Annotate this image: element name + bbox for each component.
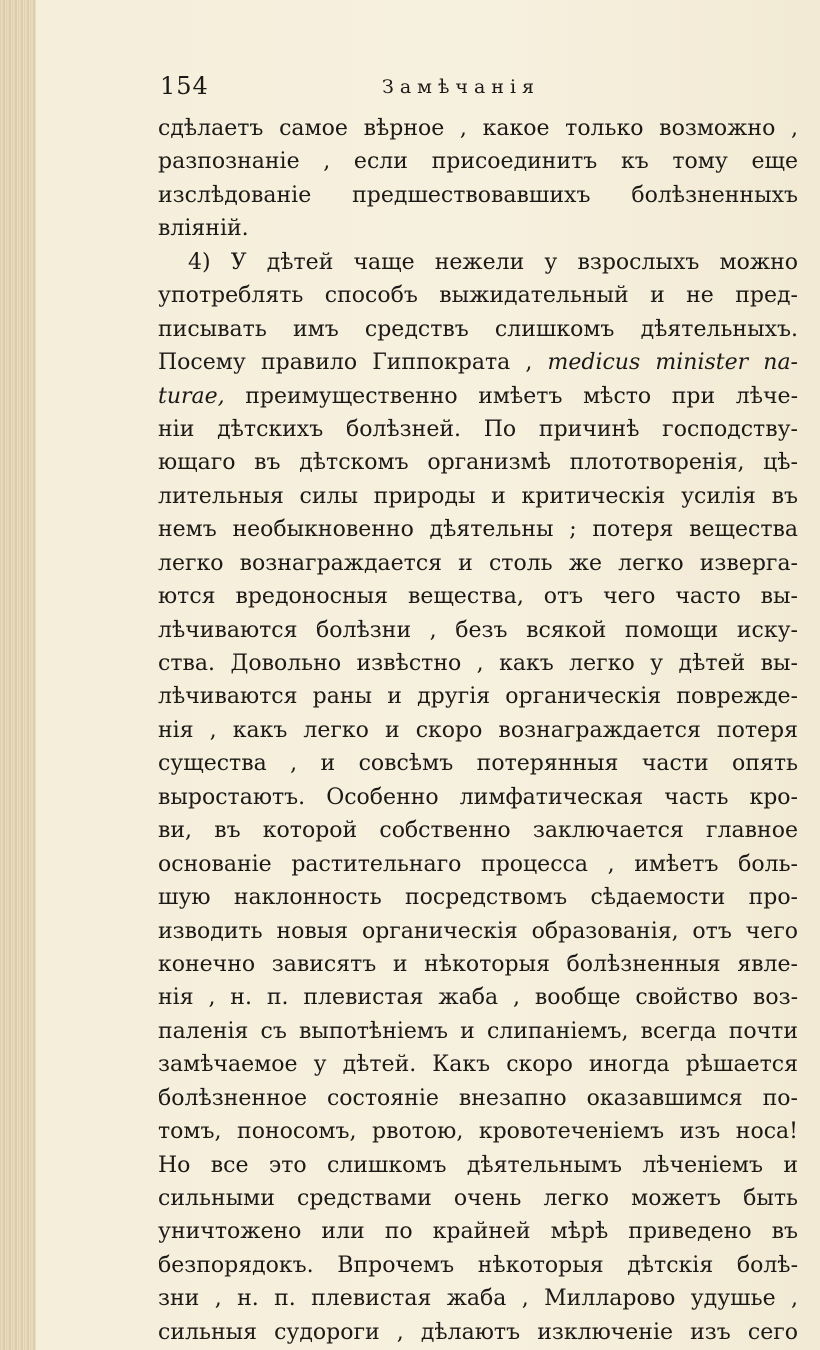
text-line: писывать имъ средствъ слишкомъ дѣятельныхъ. [158,316,798,342]
text-line: выростаютъ. Особенно лимфатическая часть кро- [158,784,798,810]
text-line: ющаго въ дѣтскомъ организмѣ плототворенія, цѣ- [158,450,798,476]
text-line: ніи дѣтскихъ болѣзней. По причинѣ господству- [158,416,798,442]
text-line: основаніе растительнаго процесса , имѣетъ боль- [158,851,798,877]
text-line: изслѣдованіе предшествовавшихъ болѣзненныхъ [158,182,798,208]
text-line: изводить новыя органическія образованія, отъ чего [158,918,798,944]
page-gutter [0,0,36,1350]
text-line: конечно зависятъ и нѣкоторыя болѣзненныя явле- [158,951,798,977]
text-line: безпорядокъ. Впрочемъ нѣкоторыя дѣтскія болѣ- [158,1252,798,1278]
text-line: вліяній. [158,216,249,242]
text-line: Посему правило Гиппократа , medicus minister na- [158,350,798,376]
text-line: ются вредоносныя вещества, отъ чего часто вы- [158,584,798,610]
text-line: лѣчиваются раны и другія органическія поврежде- [158,684,798,710]
latin-phrase: turae, [158,383,225,409]
text-line: замѣчаемое у дѣтей. Какъ скоро иногда рѣшается [158,1052,798,1078]
page-number: 154 [160,72,209,100]
text-line: Но все это слишкомъ дѣятельнымъ лѣченіемъ и [158,1152,798,1178]
text-line: сдѣлаетъ самое вѣрное , какое только возможно , [158,116,798,141]
text-line: шую наклонность посредствомъ сѣдаемости про- [158,885,798,911]
text-line: томъ, поносомъ, рвотою, кровотеченіемъ изъ носа! [158,1119,798,1145]
text-line: зни , н. п. плевистая жаба , Милларово удушье , [158,1286,798,1312]
text-line: ви, въ которой собственно заключается главное [158,818,798,844]
text-line: существа , и совсѣмъ потерянныя части опять [158,751,798,777]
page-header [160,72,800,106]
latin-phrase: medicus minister na- [547,350,798,376]
text-line: лѣчиваются болѣзни , безъ всякой помощи иску- [158,617,798,643]
text-line: лительныя силы природы и критическія усилія въ [158,483,798,509]
text-line: 4) У дѣтей чаще нежели у взрослыхъ можно [188,249,798,275]
text-line: легко вознаграждается и столь же легко изверга- [158,550,798,576]
body-text [158,112,798,1349]
running-head: Замѣчанія [382,76,541,98]
text-line: немъ необыкновенно дѣятельны ; потеря вещества [158,517,798,543]
text-line: ства. Довольно извѣстно , какъ легко у дѣтей вы- [158,651,798,676]
text-line: сильными средствами очень легко можетъ быть [158,1186,798,1211]
text-line: сильныя судороги , дѣлаютъ изключеніе изъ сего [158,1319,798,1345]
text-line: болѣзненное состояніе внезапно оказавшимся по- [158,1085,798,1111]
text-line: нія , н. п. плевистая жаба , вообще свойство воз- [158,985,798,1011]
text-line: turae, преимущественно имѣетъ мѣсто при лѣче- [158,383,798,409]
text-line: употреблять способъ выжидательный и не пред- [158,283,798,309]
text-line: нія , какъ легко и скоро вознаграждается потеря [158,717,798,743]
text-line: уничтожено или по крайней мѣрѣ приведено въ [158,1219,798,1245]
text-line: паленія съ выпотѣніемъ и слипаніемъ, всегда почти [158,1018,798,1044]
text-line: разпознаніе , если присоединитъ къ тому еще [158,149,798,175]
